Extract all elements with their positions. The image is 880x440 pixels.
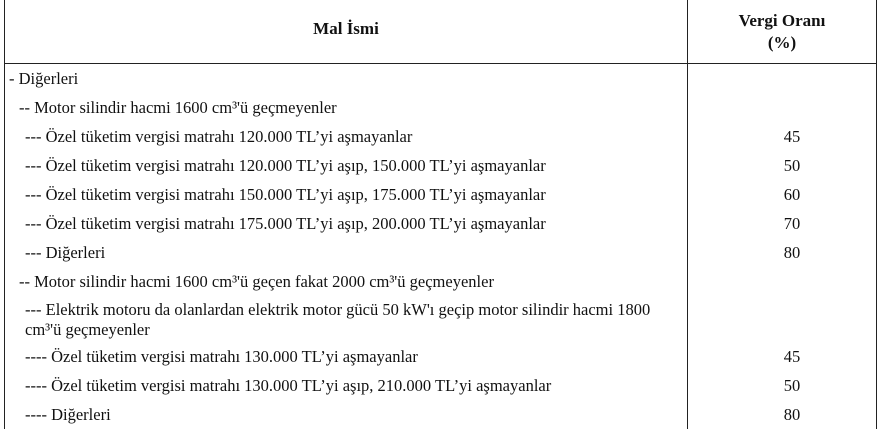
table-header-row xyxy=(5,0,877,64)
column-header-product-name xyxy=(5,0,688,64)
row-name-cell: --- Elektrik motoru da olanlardan elektrik motor gücü 50 kW'ı geçip motor silindir hacmi 1800 cm³'ü geçmeyenler xyxy=(5,296,688,342)
row-rate-cell: 50 xyxy=(688,371,877,400)
column-header-tax-rate xyxy=(688,0,877,64)
row-rate-cell: 50 xyxy=(688,151,877,180)
row-rate-cell xyxy=(688,93,877,122)
table-row xyxy=(5,209,877,238)
row-name-cell: ---- Diğerleri xyxy=(5,400,688,429)
row-rate-cell: 80 xyxy=(688,238,877,267)
row-rate-cell xyxy=(688,267,877,296)
column-header-product-name-label: Mal İsmi xyxy=(313,19,379,38)
row-rate-cell: 70 xyxy=(688,209,877,238)
row-name-cell: --- Özel tüketim vergisi matrahı 175.000 TL’yi aşıp, 200.000 TL’yi aşmayanlar xyxy=(5,209,688,238)
table-row xyxy=(5,342,877,371)
row-name-cell: ---- Özel tüketim vergisi matrahı 130.000 TL’yi aşıp, 210.000 TL’yi aşmayanlar xyxy=(5,371,688,400)
row-rate-cell xyxy=(688,296,877,342)
row-rate-cell: 45 xyxy=(688,342,877,371)
column-header-tax-rate-label: Vergi Oranı xyxy=(738,11,826,30)
column-header-tax-rate-unit: (%) xyxy=(767,33,797,52)
row-name-cell: -- Motor silindir hacmi 1600 cm³'ü geçmeyenler xyxy=(5,93,688,122)
table-row xyxy=(5,122,877,151)
row-name-cell: -- Motor silindir hacmi 1600 cm³'ü geçen fakat 2000 cm³'ü geçmeyenler xyxy=(5,267,688,296)
row-rate-cell: 45 xyxy=(688,122,877,151)
row-rate-cell: 60 xyxy=(688,180,877,209)
row-name-cell: --- Özel tüketim vergisi matrahı 120.000 TL’yi aşmayanlar xyxy=(5,122,688,151)
tax-rate-table xyxy=(4,0,877,429)
row-rate-cell: 80 xyxy=(688,400,877,429)
table-row xyxy=(5,371,877,400)
table-row xyxy=(5,296,877,342)
row-name-cell: --- Özel tüketim vergisi matrahı 150.000 TL’yi aşıp, 175.000 TL’yi aşmayanlar xyxy=(5,180,688,209)
row-name-cell: - Diğerleri xyxy=(5,64,688,94)
table-row xyxy=(5,64,877,94)
row-name-cell: --- Diğerleri xyxy=(5,238,688,267)
table-row xyxy=(5,400,877,429)
row-name-cell: --- Özel tüketim vergisi matrahı 120.000 TL’yi aşıp, 150.000 TL’yi aşmayanlar xyxy=(5,151,688,180)
row-name-cell: ---- Özel tüketim vergisi matrahı 130.000 TL’yi aşmayanlar xyxy=(5,342,688,371)
table-row xyxy=(5,151,877,180)
table-row xyxy=(5,93,877,122)
table-row xyxy=(5,267,877,296)
table-row xyxy=(5,180,877,209)
row-rate-cell xyxy=(688,64,877,94)
table-row xyxy=(5,238,877,267)
